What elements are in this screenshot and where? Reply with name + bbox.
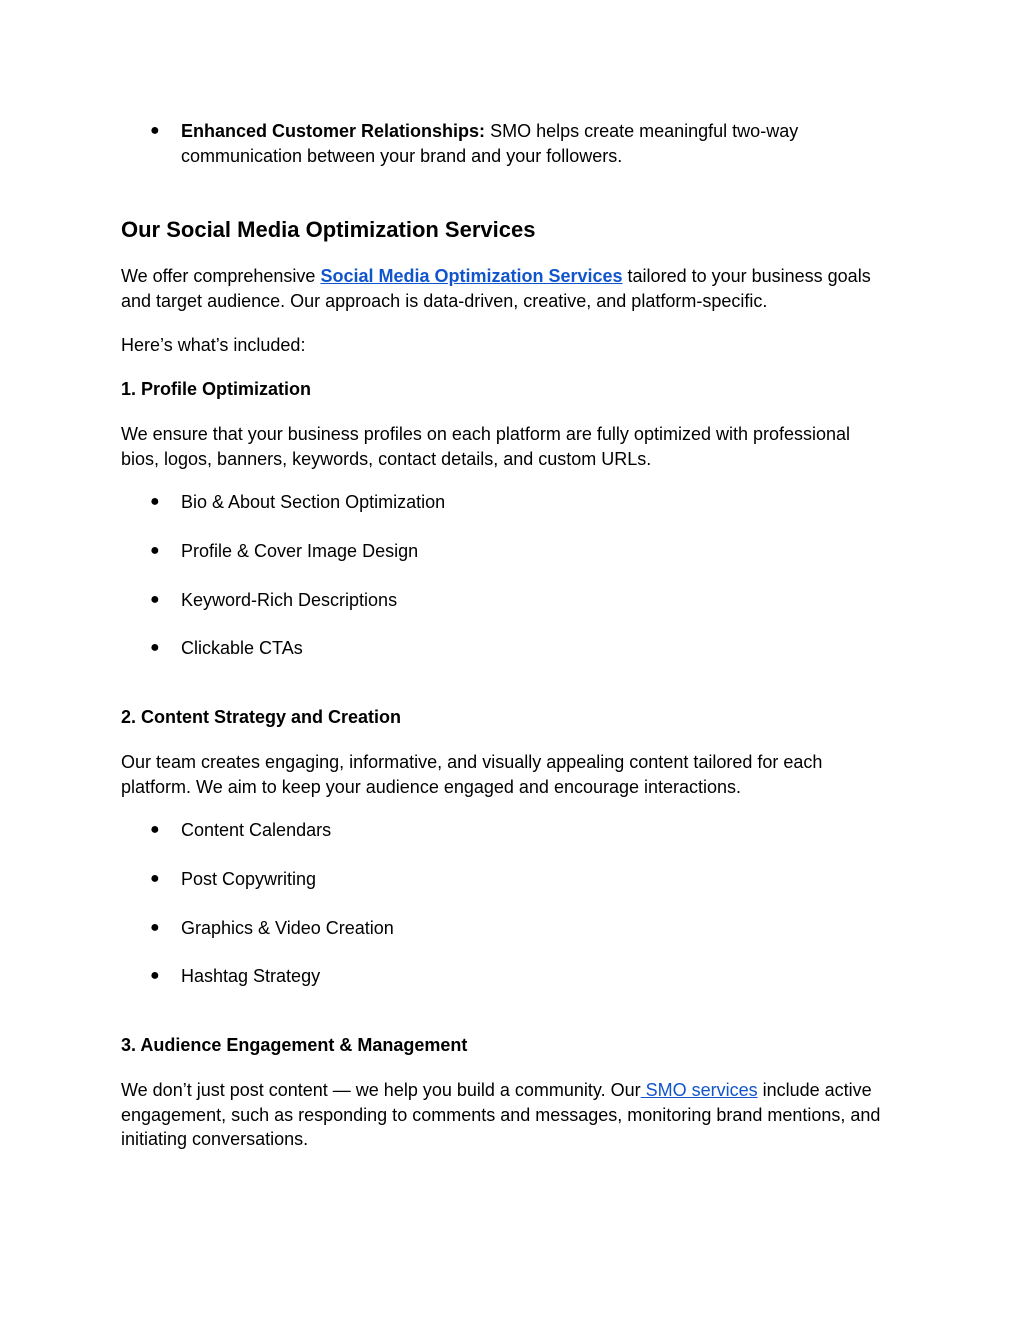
included-text: Here’s what’s included: [121,335,306,355]
paragraph-line: Our team creates engaging, informative, and visually appealing content tailored for each [121,752,823,772]
intro-bullet-label: Enhanced Customer Relationships: [181,121,486,141]
section-heading-engagement: 3. Audience Engagement & Management [121,1035,468,1055]
intro-bullet-text: SMO helps create meaningful two-way [485,121,799,141]
bullet-icon: ● [150,919,160,936]
list-item: Post Copywriting [181,869,317,889]
list-item: Bio & About Section Optimization [181,492,446,512]
offer-text-line2: and target audience. Our approach is data-driven, creative, and platform-specific. [121,290,768,311]
section-heading-content: 2. Content Strategy and Creation [121,707,402,727]
section-paragraph-profile [121,422,911,471]
paragraph-text-pre: We don’t just post content — we help you build a community. Our [121,1080,641,1100]
bullet-icon: ● [150,542,160,559]
list-item: Profile & Cover Image Design [181,541,419,561]
list-item: Keyword-Rich Descriptions [181,590,398,610]
bullet-icon: ● [150,639,160,656]
bullet-icon: ● [150,591,160,608]
bullet-icon: ● [150,493,160,510]
offer-paragraph [121,264,911,313]
paragraph-line: initiating conversations. [121,1129,309,1149]
list-item: Content Calendars [181,820,332,840]
section-title: Our Social Media Optimization Services [121,217,536,242]
bullet-icon: ● [150,821,160,838]
paragraph-line: We ensure that your business profiles on each platform are fully optimized with professional [121,424,851,444]
intro-bullet-item [181,119,911,168]
list-item: Clickable CTAs [181,638,303,658]
bullet-icon: ● [150,870,160,887]
list-item: Hashtag Strategy [181,966,321,986]
section-paragraph-engagement [121,1078,911,1152]
paragraph-line: bios, logos, banners, keywords, contact details, and custom URLs. [121,448,652,469]
section-heading-profile: 1. Profile Optimization [121,379,312,399]
bullet-icon: ● [150,967,160,984]
section-paragraph-content [121,750,911,799]
intro-bullet-text-2: communication between your brand and your followers. [181,145,623,166]
smo-services-inline-link[interactable]: SMO services [640,1080,758,1100]
list-item: Graphics & Video Creation [181,918,394,938]
smo-services-link[interactable]: Social Media Optimization Services [320,266,623,286]
offer-text-pre: We offer comprehensive [121,266,321,286]
offer-text-post: tailored to your business goals [622,266,871,286]
bullet-icon: ● [150,122,160,139]
paragraph-line: engagement, such as responding to comments and messages, monitoring brand mentions, and [121,1104,881,1125]
paragraph-text-post: include active [757,1080,872,1100]
paragraph-line: platform. We aim to keep your audience engaged and encourage interactions. [121,776,742,797]
